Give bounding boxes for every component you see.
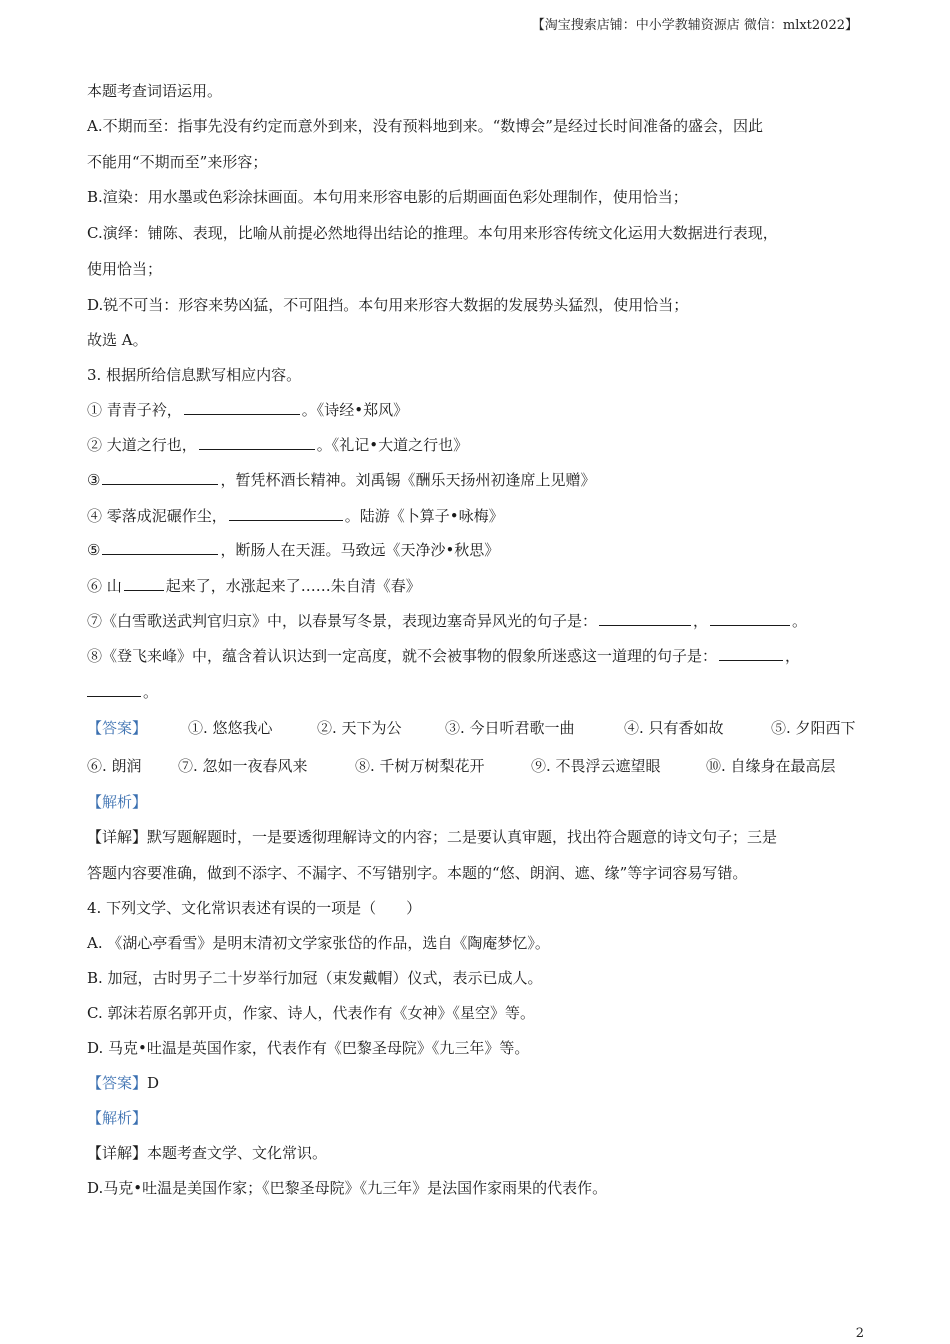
- q3-item-2: [87, 435, 468, 455]
- q3-item-3-post: ，暂凭杯酒长精神。刘禹锡《酬乐天扬州初逢席上见赠》: [220, 471, 596, 489]
- q3-item-8-mid: ，: [785, 647, 801, 665]
- q3-item-8-pre: ⑧《登飞来峰》中，蕴含着认识达到一定高度，就不会被事物的假象所迷惑这一道理的句子是：: [87, 647, 718, 665]
- q3-item-5-post: ，断肠人在天涯。马致远《天净沙•秋思》: [220, 541, 500, 559]
- fill-blank: [229, 506, 343, 521]
- q3-item-3-pre: ③: [87, 471, 101, 489]
- page-number: 2: [855, 1326, 864, 1341]
- answer-item: ①. 悠悠我心: [188, 719, 273, 737]
- q3-item-2-post: 。《礼记•大道之行也》: [316, 436, 469, 454]
- q4-option-b: B. 加冠，古时男子二十岁举行加冠（束发戴帽）仪式，表示已成人。: [87, 969, 543, 987]
- q3-item-8-post: 。: [143, 683, 159, 701]
- fill-blank: [184, 400, 300, 415]
- answer-label: 【答案】: [87, 719, 148, 737]
- answer-item: ⑨. 不畏浮云遮望眼: [531, 757, 661, 775]
- q3-item-5-pre: ⑤: [87, 541, 101, 559]
- answer-item: ⑩. 自缘身在最高层: [706, 757, 836, 775]
- q4-explain: D.马克•吐温是美国作家；《巴黎圣母院》《九三年》是法国作家雨果的代表作。: [87, 1179, 608, 1197]
- q3-item-3: [87, 470, 595, 490]
- fill-blank: [87, 682, 141, 697]
- q3-detail-line1: [87, 827, 777, 847]
- q3-answer-row-2: [87, 756, 867, 776]
- q4-title: 4. 下列文学、文化常识表述有误的一项是（ ）: [87, 899, 422, 917]
- q4-detail: [87, 1143, 327, 1163]
- q4-answer: [87, 1073, 159, 1093]
- fill-blank: [102, 540, 218, 555]
- fill-blank: [599, 611, 691, 626]
- q4-analysis-label: 【解析】: [87, 1109, 148, 1127]
- q2-option-c-line1: C.演绎：铺陈、表现，比喻从前提必然地得出结论的推理。本句用来形容传统文化运用大数据进行表现，: [87, 224, 778, 242]
- detail-label: 【详解】: [87, 1144, 148, 1162]
- detail-text: 本题考查文学、文化常识。: [147, 1144, 328, 1162]
- page-header: 【淘宝搜索店铺：中小学教辅资源店 微信：mlxt2022】: [531, 18, 858, 33]
- q2-option-a-line1: A.不期而至：指事先没有约定而意外到来，没有预料地到来。“数博会”是经过长时间准备的盛会，因此: [87, 117, 763, 135]
- q4-option-a: A. 《湖心亭看雪》是明末清初文学家张岱的作品，选自《陶庵梦忆》。: [87, 934, 550, 952]
- q3-item-1-pre: ① 青青子衿，: [87, 401, 182, 419]
- answer-item: ④. 只有香如故: [624, 719, 724, 737]
- q2-option-c-line2: 使用恰当；: [87, 260, 163, 278]
- q2-option-b: B.渲染：用水墨或色彩涂抹画面。本句用来形容电影的后期画面色彩处理制作，使用恰当；: [87, 188, 688, 206]
- answer-value: D: [147, 1074, 160, 1092]
- detail-label: 【详解】: [87, 828, 148, 846]
- q3-item-6-pre: ⑥ 山: [87, 577, 122, 595]
- q3-item-4-post: 。陆游《卜算子•咏梅》: [344, 507, 504, 525]
- answer-item: ②. 天下为公: [317, 719, 402, 737]
- q3-item-4: [87, 506, 504, 526]
- q3-answer-row-1: [87, 718, 867, 738]
- q2-conclusion: 故选 A。: [87, 331, 148, 349]
- q3-item-1-post: 。《诗经•郑风》: [301, 401, 409, 419]
- q3-item-7: [87, 611, 807, 631]
- q2-option-d: D.锐不可当：形容来势凶猛，不可阻挡。本句用来形容大数据的发展势头猛烈，使用恰当；: [87, 296, 689, 314]
- q3-item-6-post: 起来了，水涨起来了……朱自清《春》: [165, 577, 421, 595]
- q4-option-c: C. 郭沫若原名郭开贞，作家、诗人，代表作有《女神》《星空》等。: [87, 1004, 535, 1022]
- fill-blank: [102, 470, 218, 485]
- answer-item: ⑤. 夕阳西下: [771, 719, 856, 737]
- q2-option-a-line2: 不能用“不期而至”来形容；: [87, 153, 268, 171]
- answer-item: ⑥. 朗润: [87, 757, 142, 775]
- q3-item-7-pre: ⑦《白雪歌送武判官归京》中，以春景写冬景，表现边塞奇异风光的句子是：: [87, 612, 598, 630]
- q4-option-d: D. 马克•吐温是英国作家，代表作有《巴黎圣母院》《九三年》等。: [87, 1039, 530, 1057]
- q3-detail-line2: 答题内容要准确，做到不添字、不漏字、不写错别字。本题的“悠、朗润、遮、缘”等字词容易写错。: [87, 864, 748, 882]
- answer-item: ⑦. 忽如一夜春风来: [178, 757, 308, 775]
- answer-label: 【答案】: [87, 1074, 148, 1092]
- answer-item: ③. 今日听君歌一曲: [445, 719, 575, 737]
- q3-item-1: [87, 400, 408, 420]
- q3-item-5: [87, 540, 499, 560]
- fill-blank: [124, 576, 164, 591]
- q3-item-2-pre: ② 大道之行也，: [87, 436, 197, 454]
- q3-analysis-label: 【解析】: [87, 793, 148, 811]
- fill-blank: [710, 611, 790, 626]
- q3-item-7-post: 。: [792, 612, 808, 630]
- q3-item-8-cont: [87, 682, 158, 702]
- q2-analysis-intro: 本题考查词语运用。: [87, 82, 223, 100]
- q3-item-6: [87, 576, 421, 596]
- answer-item: ⑧. 千树万树梨花开: [355, 757, 485, 775]
- q3-title: 3. 根据所给信息默写相应内容。: [87, 366, 302, 384]
- detail-text: 默写题解题时，一是要透彻理解诗文的内容；二是要认真审题，找出符合题意的诗文句子；三是: [147, 828, 778, 846]
- q3-item-8: [87, 646, 800, 666]
- q3-item-4-pre: ④ 零落成泥碾作尘，: [87, 507, 227, 525]
- q3-item-7-mid: ，: [693, 612, 709, 630]
- fill-blank: [719, 646, 783, 661]
- fill-blank: [199, 435, 315, 450]
